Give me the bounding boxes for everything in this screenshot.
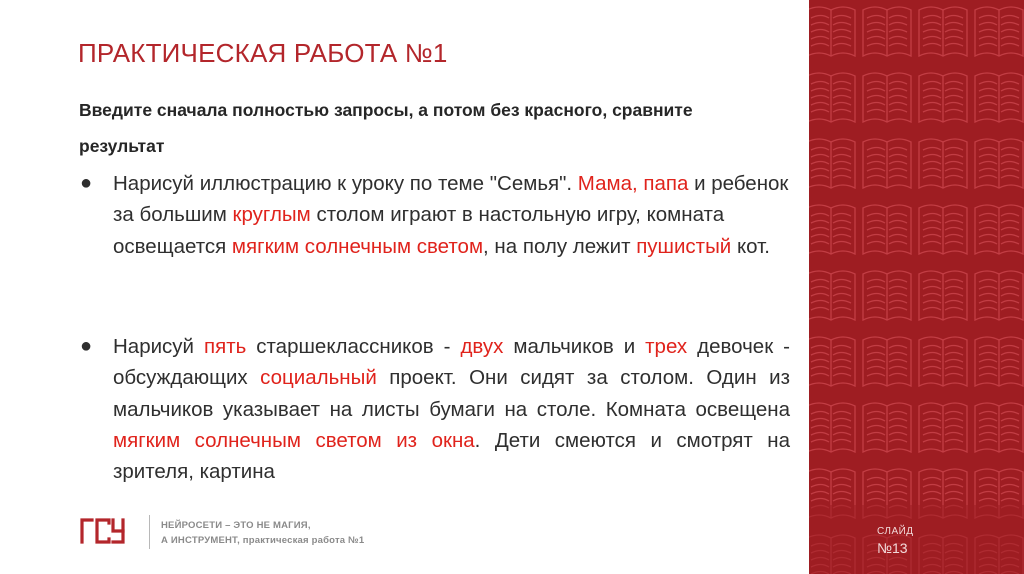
decorative-side-panel <box>809 0 1024 574</box>
slide-subtitle: Введите сначала полностью запросы, а потом без красного, сравните результат <box>79 100 693 156</box>
highlight-segment: пять <box>204 335 247 358</box>
text-segment: мальчиков и <box>503 335 646 358</box>
highlight-segment: мягким солнечным светом из окна <box>113 428 475 452</box>
highlight-segment: трех <box>645 335 688 358</box>
text-segment: проект. Они сидят за столом. Один из мальчиков указывает на листы бумаги на столе. Комната освещена <box>113 366 790 421</box>
bullet-dot: ● <box>80 172 93 194</box>
slide-title: ПРАКТИЧЕСКАЯ РАБОТА №1 <box>78 38 448 68</box>
highlight-segment: социальный <box>260 366 377 390</box>
text-segment: девочек - обсуждающих <box>113 335 790 390</box>
text-segment: кот. <box>731 234 770 258</box>
bullet-item-1 <box>80 168 790 262</box>
highlight-segment: пушистый <box>636 234 732 258</box>
highlight-segment: Мама, папа <box>577 172 689 195</box>
highlight-segment: двух <box>460 335 504 358</box>
slide-number: №13 <box>877 540 908 556</box>
bullet-item-2 <box>80 331 790 487</box>
text-segment: и ребенок за большим <box>113 172 789 227</box>
text-segment: старшеклассников - <box>246 335 461 358</box>
book-pattern-icon <box>809 0 1024 574</box>
bullet-dot: ● <box>80 335 93 357</box>
text-segment: Нарисуй <box>113 335 204 358</box>
text-segment: , на полу лежит <box>483 234 637 258</box>
footer-line-2: А ИНСТРУМЕНТ, практическая работа №1 <box>161 535 365 546</box>
bullet-text <box>113 168 790 262</box>
bullet-text <box>113 331 790 487</box>
highlight-segment: круглым <box>232 203 311 227</box>
highlight-segment: мягким солнечным светом <box>231 234 484 258</box>
text-segment: . Дети смеются и смотрят на зрителя, картина <box>113 428 790 484</box>
text-segment: Нарисуй иллюстрацию к уроку по теме "Семья". <box>113 172 578 195</box>
text-segment: столом играют в настольную игру, комната освещается <box>113 203 725 258</box>
gsu-logo-icon <box>79 517 127 550</box>
footer-divider <box>149 515 150 549</box>
footer-line-1: НЕЙРОСЕТИ – ЭТО НЕ МАГИЯ, <box>161 520 311 531</box>
footer-caption <box>161 518 364 548</box>
slide-number-label: СЛАЙД <box>877 526 914 537</box>
